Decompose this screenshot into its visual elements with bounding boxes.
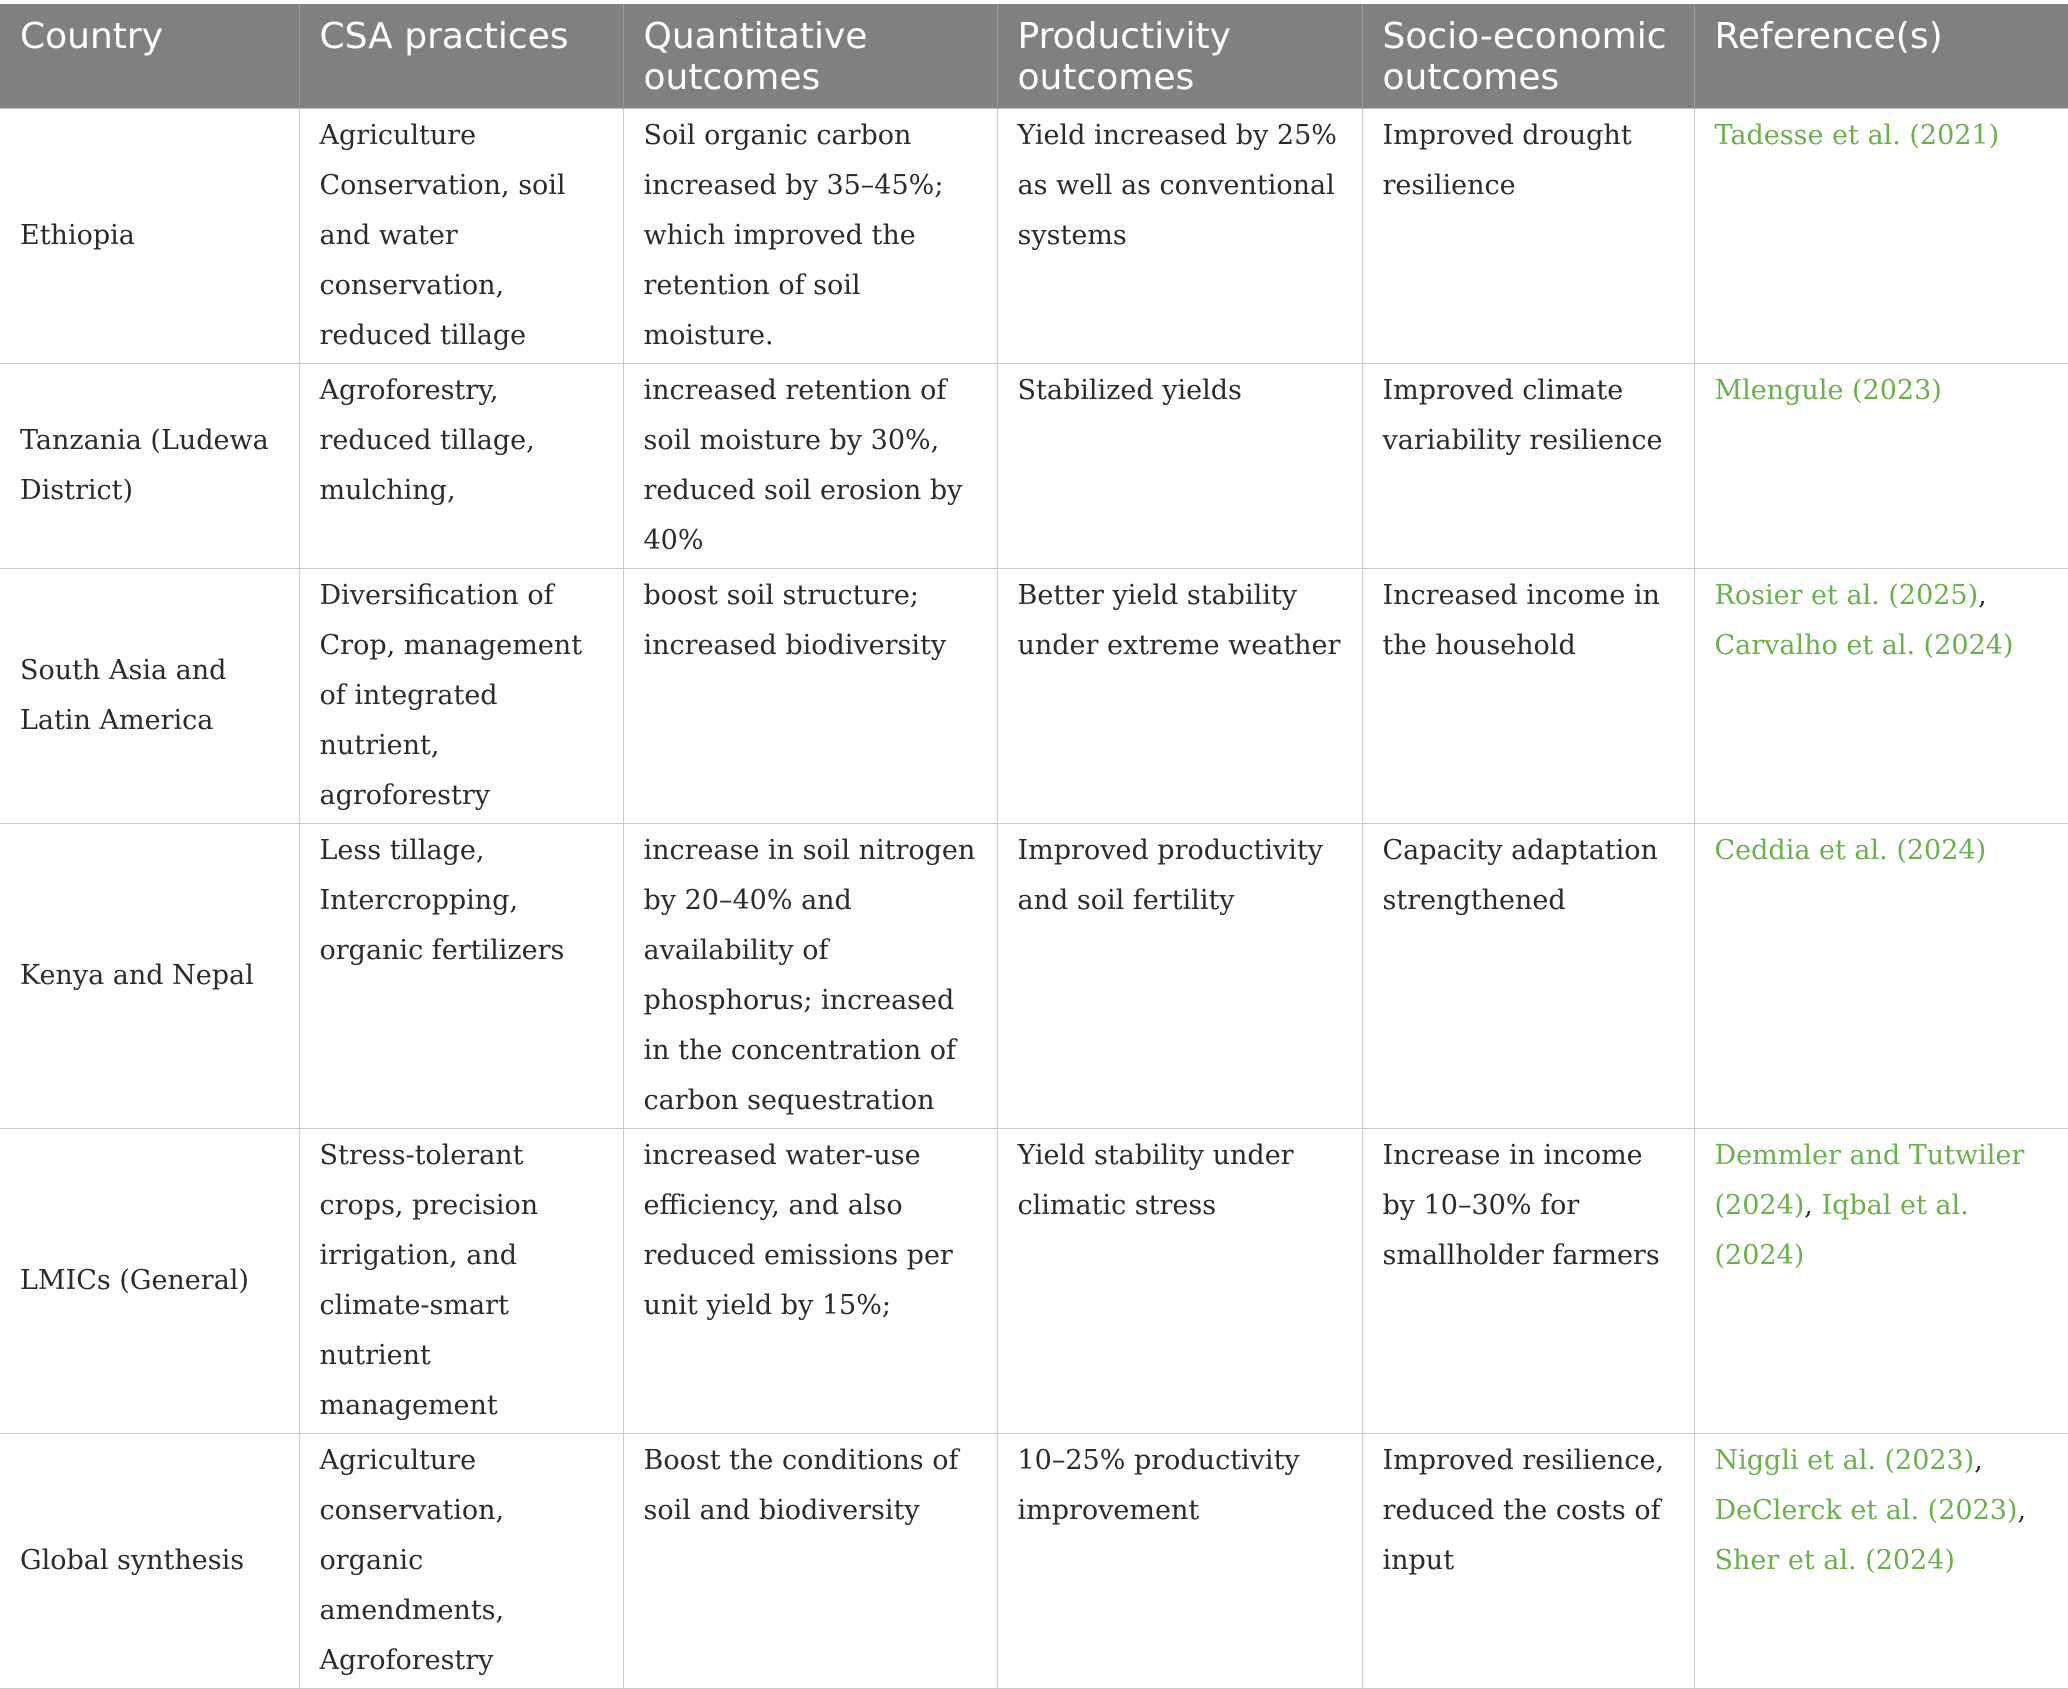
reference-separator: , [1978,580,1987,611]
cell-references [1694,824,2068,1129]
cell-productivity: Improved productivity and soil fertility [997,824,1362,1129]
header-csa-practices: CSA practices [299,4,623,109]
cell-quantitative: boost soil structure; increased biodiversity [623,569,997,824]
cell-quantitative: increased water-use efficiency, and also reduced emissions per unit yield by 15%; [623,1129,997,1434]
header-productivity-outcomes: Productivity outcomes [997,4,1362,109]
reference-link[interactable]: Rosier et al. (2025) [1714,580,1979,611]
cell-references [1694,109,2068,364]
header-row [0,4,2068,109]
cell-productivity: Yield stability under climatic stress [997,1129,1362,1434]
table-body [0,109,2068,1689]
cell-country: Ethiopia [0,109,299,364]
cell-productivity: Better yield stability under extreme weather [997,569,1362,824]
reference-link[interactable]: Iqbal et al. (2024) [1714,1190,1969,1271]
table-row [0,109,2068,364]
cell-country: Kenya and Nepal [0,824,299,1129]
cell-socioeconomic: Capacity adaptation strengthened [1362,824,1694,1129]
table-row [0,364,2068,569]
reference-separator: , [1804,1190,1822,1221]
cell-practices: Diversification of Crop, management of integrated nutrient, agroforestry [299,569,623,824]
cell-practices: Less tillage, Intercropping, organic fertilizers [299,824,623,1129]
reference-link[interactable]: Tadesse et al. (2021) [1714,120,2000,151]
csa-outcomes-table [0,4,2068,1689]
cell-quantitative: Soil organic carbon increased by 35–45%; which improved the retention of soil moisture. [623,109,997,364]
cell-country: Tanzania (Ludewa District) [0,364,299,569]
cell-references [1694,1434,2068,1689]
reference-link[interactable]: DeClerck et al. (2023) [1714,1495,2018,1526]
header-references: Reference(s) [1694,4,2068,109]
cell-socioeconomic: Improved drought resilience [1362,109,1694,364]
header-country: Country [0,4,299,109]
cell-practices: Agriculture conservation, organic amendments, Agroforestry [299,1434,623,1689]
reference-link[interactable]: Niggli et al. (2023) [1714,1445,1975,1476]
cell-productivity: Stabilized yields [997,364,1362,569]
table-header [0,4,2068,109]
reference-link[interactable]: Carvalho et al. (2024) [1714,630,2014,661]
cell-references [1694,1129,2068,1434]
cell-productivity: Yield increased by 25% as well as conventional systems [997,109,1362,364]
cell-productivity: 10–25% productivity improvement [997,1434,1362,1689]
cell-socioeconomic: Improved resilience, reduced the costs of input [1362,1434,1694,1689]
table-row [0,1434,2068,1689]
reference-link[interactable]: Sher et al. (2024) [1714,1545,1955,1576]
cell-quantitative: increased retention of soil moisture by 30%, reduced soil erosion by 40% [623,364,997,569]
table-row [0,569,2068,824]
cell-country: LMICs (General) [0,1129,299,1434]
table-row [0,824,2068,1129]
cell-quantitative: increase in soil nitrogen by 20–40% and availability of phosphorus; increased in the concentration of carbon sequestration [623,824,997,1129]
cell-socioeconomic: Increase in income by 10–30% for smallholder farmers [1362,1129,1694,1434]
reference-link[interactable]: Demmler and Tutwiler (2024) [1714,1140,2025,1221]
cell-references [1694,569,2068,824]
reference-separator: , [2017,1495,2027,1526]
cell-practices: Agriculture Conservation, soil and water conservation, reduced tillage [299,109,623,364]
cell-socioeconomic: Increased income in the household [1362,569,1694,824]
cell-country: South Asia and Latin America [0,569,299,824]
cell-country: Global synthesis [0,1434,299,1689]
table-row [0,1129,2068,1434]
cell-practices: Agroforestry, reduced tillage, mulching, [299,364,623,569]
cell-socioeconomic: Improved climate variability resilience [1362,364,1694,569]
cell-references [1694,364,2068,569]
reference-separator: , [1974,1445,1983,1476]
cell-practices: Stress-tolerant crops, precision irrigation, and climate-smart nutrient management [299,1129,623,1434]
cell-quantitative: Boost the conditions of soil and biodiversity [623,1434,997,1689]
reference-link[interactable]: Mlengule (2023) [1714,375,1942,406]
header-socio-economic-outcomes: Socio-economic outcomes [1362,4,1694,109]
header-quantitative-outcomes: Quantitative outcomes [623,4,997,109]
reference-link[interactable]: Ceddia et al. (2024) [1714,835,1987,866]
